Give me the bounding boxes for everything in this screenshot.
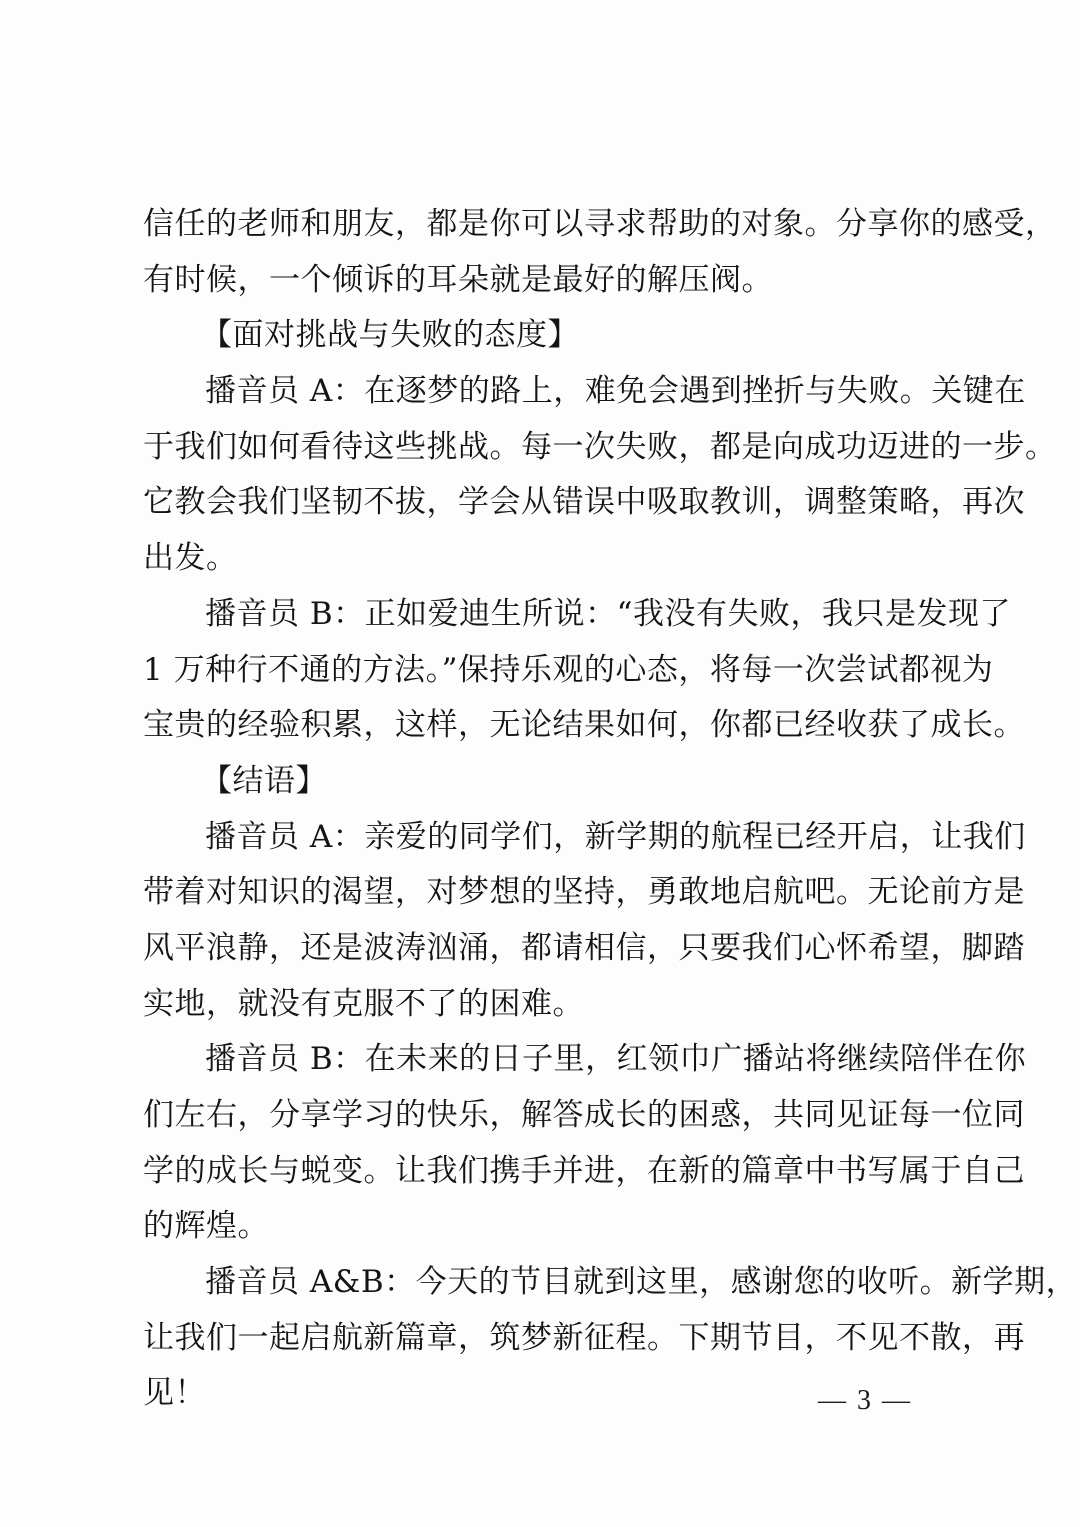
text-line: 学的成长与蜕变。让我们携手并进，在新的篇章中书写属于自己 (143, 1152, 1025, 1189)
section-heading: 【结语】 (201, 762, 327, 799)
text-line: 它教会我们坚韧不拔，学会从错误中吸取教训，调整策略，再次 (143, 484, 1025, 521)
text-line: 有时候，一个倾诉的耳朵就是最好的解压阀。 (143, 261, 773, 298)
text-line: 带着对知识的渴望，对梦想的坚持，勇敢地启航吧。无论前方是 (143, 874, 1025, 911)
text-line: 实地，就没有克服不了的困难。 (143, 985, 584, 1022)
paragraph-first-line: 播音员 A：在逐梦的路上，难免会遇到挫折与失败。关键在 (205, 373, 1026, 410)
text-line: 于我们如何看待这些挑战。每一次失败，都是向成功迈进的一步。 (143, 428, 1057, 465)
text-line: 宝贵的经验积累，这样，无论结果如何，你都已经收获了成长。 (143, 707, 1025, 744)
text-line: 出发。 (143, 540, 238, 577)
text-line: 见！ (143, 1375, 206, 1412)
text-line: 让我们一起启航新篇章，筑梦新征程。下期节目，不见不散，再 (143, 1319, 1025, 1356)
paragraph-first-line: 播音员 A：亲爱的同学们，新学期的航程已经开启，让我们 (205, 818, 1026, 855)
paragraph-first-line: 播音员 A&B：今天的节目就到这里，感谢您的收听。新学期， (205, 1264, 1078, 1301)
section-heading: 【面对挑战与失败的态度】 (201, 317, 579, 354)
text-line: 1 万种行不通的方法。”保持乐观的心态，将每一次尝试都视为 (143, 651, 994, 688)
text-line: 风平浪静，还是波涛汹涌，都请相信，只要我们心怀希望，脚踏 (143, 929, 1025, 966)
page-number: — 3 — (818, 1385, 912, 1416)
paragraph-first-line: 播音员 B：在未来的日子里，红领巾广播站将继续陪伴在你 (205, 1041, 1027, 1078)
text-line: 信任的老师和朋友，都是你可以寻求帮助的对象。分享你的感受， (143, 206, 1057, 242)
text-line: 们左右，分享学习的快乐，解答成长的困惑，共同见证每一位同 (143, 1097, 1025, 1133)
paragraph-first-line: 播音员 B：正如爱迪生所说：“我没有失败，我只是发现了 (205, 595, 1011, 632)
document-body (143, 197, 1078, 1422)
text-line: 的辉煌。 (143, 1208, 269, 1245)
